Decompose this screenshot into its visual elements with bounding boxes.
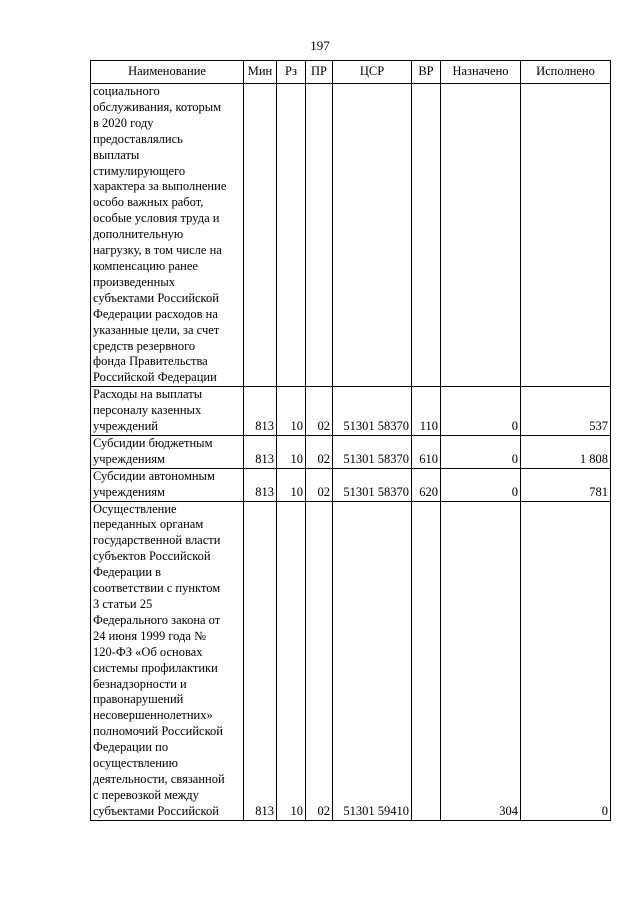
row-vr: [412, 501, 441, 820]
table-row: [91, 387, 611, 436]
row-pr: [306, 84, 333, 387]
row-min: 813: [244, 435, 277, 468]
row-csr: 51301 59410: [333, 501, 412, 820]
row-rz: 10: [277, 468, 306, 501]
row-vr: 610: [412, 435, 441, 468]
row-vr: [412, 84, 441, 387]
header-pr: ПР: [306, 61, 333, 84]
row-assigned: 0: [441, 468, 521, 501]
row-executed: 0: [521, 501, 611, 820]
table-header-row: [91, 61, 611, 84]
row-rz: [277, 84, 306, 387]
table-row: [91, 84, 611, 387]
row-vr: 110: [412, 387, 441, 436]
row-executed: 781: [521, 468, 611, 501]
row-rz: 10: [277, 435, 306, 468]
row-csr: 51301 58370: [333, 435, 412, 468]
row-pr: 02: [306, 435, 333, 468]
header-vr: ВР: [412, 61, 441, 84]
header-csr: ЦСР: [333, 61, 412, 84]
row-executed: 1 808: [521, 435, 611, 468]
row-name: Расходы на выплаты персоналу казенных учреждений: [91, 387, 244, 436]
row-assigned: 0: [441, 435, 521, 468]
table-row: [91, 468, 611, 501]
row-min: 813: [244, 468, 277, 501]
budget-table: [90, 60, 611, 821]
row-csr: [333, 84, 412, 387]
row-assigned: [441, 84, 521, 387]
row-vr: 620: [412, 468, 441, 501]
row-rz: 10: [277, 501, 306, 820]
row-min: [244, 84, 277, 387]
row-executed: [521, 84, 611, 387]
row-pr: 02: [306, 501, 333, 820]
row-name: Осуществление переданных органам государственной власти субъектов Российской Федерации в соответствии с пунктом 3 статьи 25 Федерального закона от 24 июня 1999 года № 120-ФЗ «Об основах системы профилактики безнадзорности и правонарушений несовершеннолетних» полномочий Российской Федерации по осуществлению деятельности, связанной с перевозкой между субъектами Российской: [91, 501, 244, 820]
row-rz: 10: [277, 387, 306, 436]
row-name: Субсидии бюджетным учреждениям: [91, 435, 244, 468]
table-row: [91, 501, 611, 820]
row-pr: 02: [306, 468, 333, 501]
page-number: 197: [310, 38, 330, 53]
row-csr: 51301 58370: [333, 387, 412, 436]
row-pr: 02: [306, 387, 333, 436]
row-assigned: 304: [441, 501, 521, 820]
row-min: 813: [244, 501, 277, 820]
header-name: Наименование: [91, 61, 244, 84]
row-executed: 537: [521, 387, 611, 436]
row-assigned: 0: [441, 387, 521, 436]
table-row: [91, 435, 611, 468]
header-assigned: Назначено: [441, 61, 521, 84]
row-min: 813: [244, 387, 277, 436]
header-rz: Рз: [277, 61, 306, 84]
header-executed: Исполнено: [521, 61, 611, 84]
row-name: Субсидии автономным учреждениям: [91, 468, 244, 501]
row-name: социального обслуживания, которым в 2020 году предоставлялись выплаты стимулирующего характера за выполнение особо важных работ, особые условия труда и дополнительную нагрузку, в том числе на компенсацию ранее произведенных субъектами Российской Федерации расходов на указанные цели, за счет средств резервного фонда Правительства Российской Федерации: [91, 84, 244, 387]
row-csr: 51301 58370: [333, 468, 412, 501]
header-min: Мин: [244, 61, 277, 84]
